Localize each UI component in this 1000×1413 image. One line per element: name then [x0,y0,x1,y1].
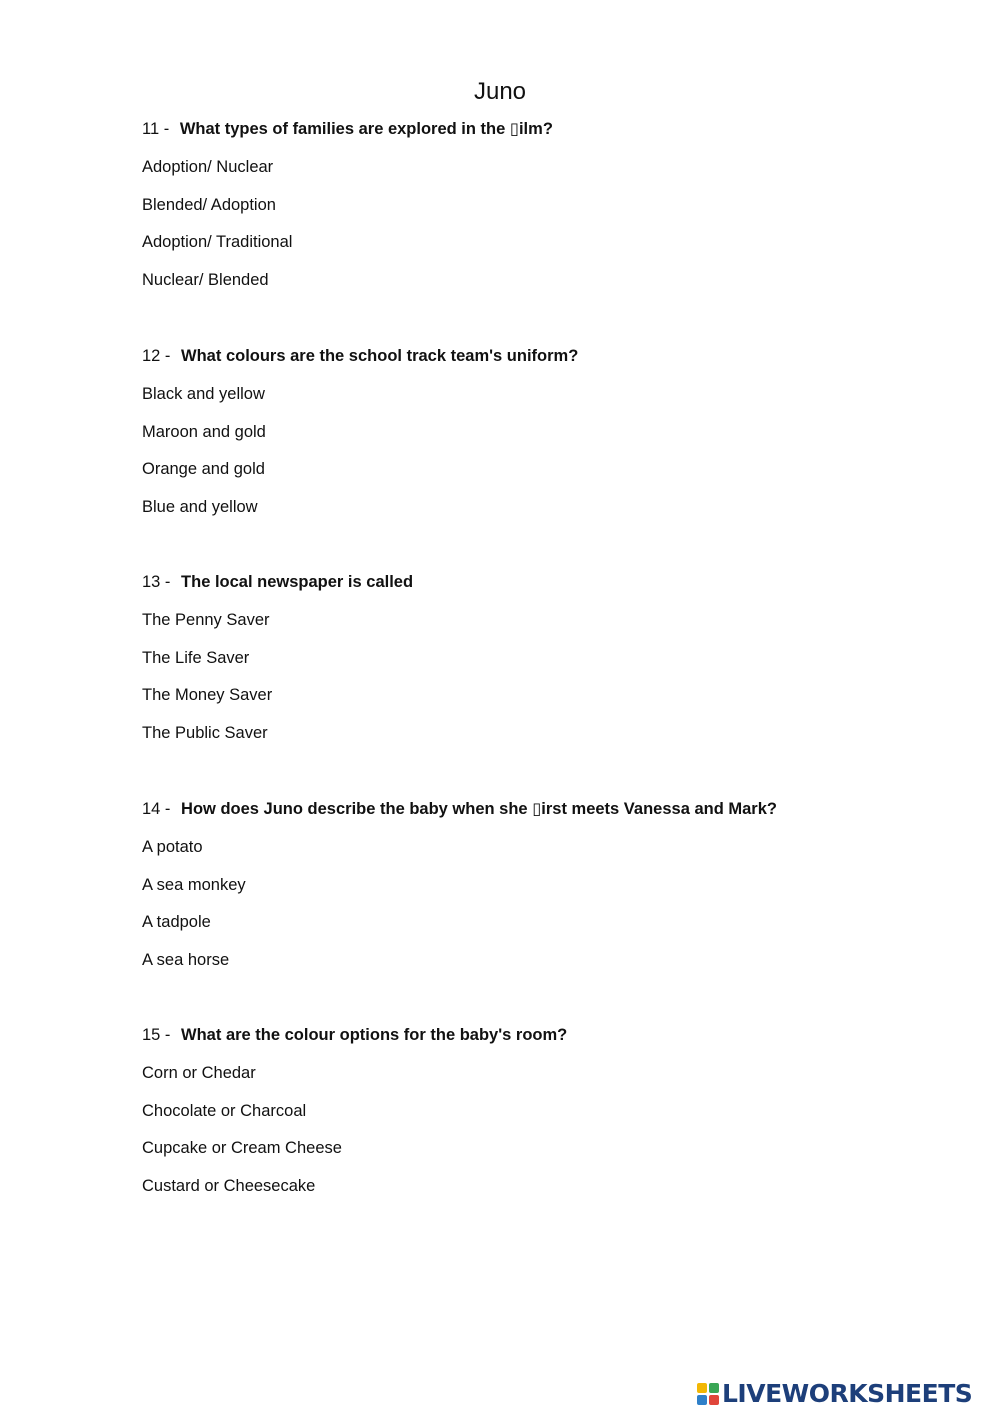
answer-option[interactable]: Black and yellow [142,384,265,403]
question-number: 11 - [142,120,170,138]
liveworksheets-logo-icon [697,1383,719,1405]
question-text: How does Juno describe the baby when she ▯irst meets Vanessa and Mark? [181,800,777,818]
question-number: 15 - [142,1026,171,1044]
logo-tile-blue [697,1395,707,1405]
answer-option[interactable]: A sea monkey [142,875,246,894]
answer-option[interactable]: Cupcake or Cream Cheese [142,1139,342,1158]
question-line [142,798,962,820]
answer-option[interactable]: Maroon and gold [142,422,266,441]
question-text: What colours are the school track team's uniform? [181,347,579,365]
question-block [142,118,962,291]
question-line [142,571,962,593]
answer-option[interactable]: Adoption/ Nuclear [142,157,274,176]
question-number: 12 - [142,347,171,365]
question-block [142,1024,962,1197]
logo-tile-yellow [697,1383,707,1393]
question-number: 13 - [142,573,171,591]
question-number: 14 - [142,800,171,818]
question-text: What types of families are explored in the ▯ilm? [179,120,553,138]
answer-option[interactable]: A tadpole [142,913,211,932]
answer-option[interactable]: Nuclear/ Blended [142,271,269,290]
answer-option[interactable]: The Life Saver [142,648,250,667]
answer-options [142,383,962,518]
answer-options [142,1062,962,1197]
question-block [142,345,962,518]
answer-option[interactable]: Chocolate or Charcoal [142,1101,307,1120]
answer-option[interactable]: Corn or Chedar [142,1063,256,1082]
answer-options [142,836,962,971]
answer-option[interactable]: A potato [142,837,203,856]
page-title: Juno [473,78,527,106]
question-line [142,345,962,367]
liveworksheets-logo[interactable] [697,1379,972,1409]
question-block [142,571,962,744]
question-line [142,118,962,140]
answer-option[interactable]: The Public Saver [142,724,268,743]
logo-tile-green [709,1383,719,1393]
question-line [142,1024,962,1046]
question-text: What are the colour options for the baby's room? [181,1026,568,1044]
answer-options [142,609,962,744]
answer-option[interactable]: The Money Saver [142,686,273,705]
answer-option[interactable]: Adoption/ Traditional [142,233,293,252]
logo-tile-red [709,1395,719,1405]
question-block [142,798,962,971]
answer-option[interactable]: Blended/ Adoption [142,195,276,214]
logo-text: LIVEWORKSHEETS [722,1379,973,1408]
question-text: The local newspaper is called [181,573,414,591]
answer-option[interactable]: Custard or Cheesecake [142,1177,316,1196]
answer-option[interactable]: A sea horse [142,951,230,970]
answer-option[interactable]: Blue and yellow [142,498,258,517]
answer-option[interactable]: The Penny Saver [142,610,270,629]
answer-option[interactable]: Orange and gold [142,460,265,479]
answer-options [142,156,962,291]
